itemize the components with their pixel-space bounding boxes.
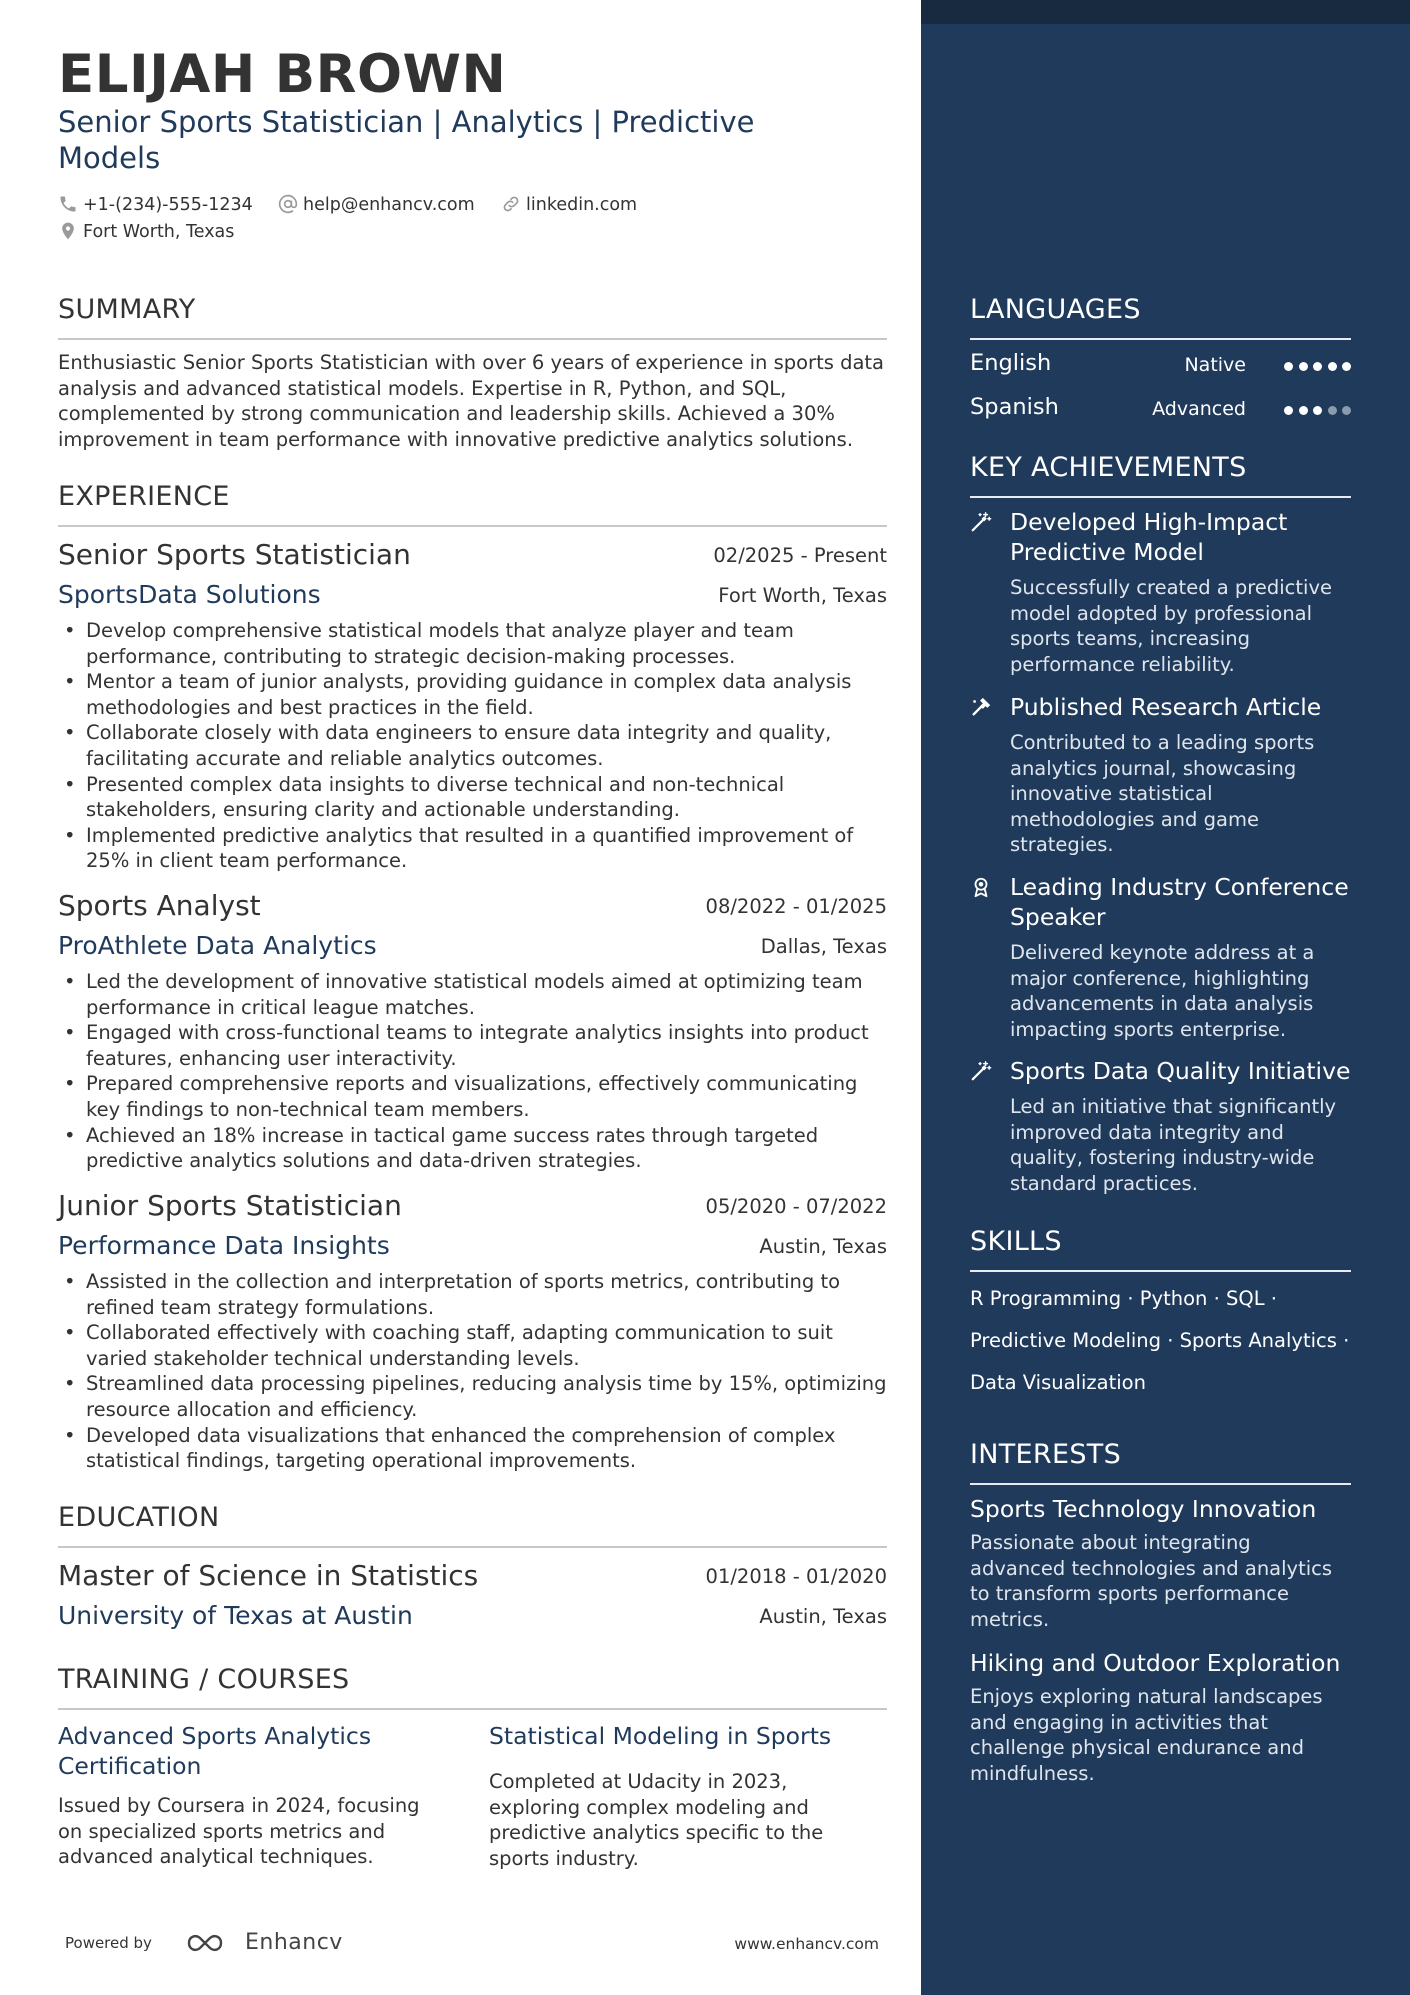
interest-title: Hiking and Outdoor Exploration xyxy=(970,1649,1341,1677)
interest-1 xyxy=(970,1494,1351,1632)
experience-heading xyxy=(58,481,887,512)
list-item: • Streamlined data processing pipelines, reducing analysis time by 15%, optimizing resource allocation and efficiency. xyxy=(58,1371,893,1422)
section-divider xyxy=(58,1708,887,1710)
skill-item: SQL xyxy=(1226,1287,1265,1310)
section-divider xyxy=(58,1546,887,1548)
skills-heading xyxy=(970,1226,1351,1257)
school-location: Austin, Texas xyxy=(759,1605,887,1628)
job-location: Dallas, Texas xyxy=(760,935,887,958)
job-dates: 05/2020 - 07/2022 xyxy=(705,1195,887,1218)
link-icon xyxy=(501,194,521,214)
sidebar-top-bar xyxy=(921,0,1410,24)
skill-item: Python xyxy=(1139,1287,1208,1310)
section-divider xyxy=(970,496,1351,498)
language-english xyxy=(970,350,1351,380)
magic-wand-icon xyxy=(970,511,992,533)
achievements-heading xyxy=(970,452,1351,483)
dot-filled xyxy=(1342,362,1351,371)
location-text: Fort Worth, Texas xyxy=(83,222,235,242)
language-name: Spanish xyxy=(970,394,1059,420)
summary-text: Enthusiastic Senior Sports Statistician with over 6 years of experience in sports data analysis and advanced statistical models. Expertise in R, Python, and SQL, complemented by strong communication and leadership skills. Achieved a 30% improvement in team performance with innovative predictive analytics solutions. xyxy=(58,351,884,451)
language-name: English xyxy=(970,350,1052,376)
list-item: • Led the development of innovative statistical models aimed at optimizing team performance in critical league matches. xyxy=(58,969,893,1020)
powered-by-text: Powered by xyxy=(65,1934,152,1952)
job-bullets xyxy=(58,1269,893,1474)
job-location: Austin, Texas xyxy=(759,1235,887,1258)
list-item: • Engaged with cross-functional teams to integrate analytics insights into product features, enhancing user interactivity. xyxy=(58,1020,893,1071)
list-item: • Presented complex data insights to diverse technical and non-technical stakeholders, ensuring clarity and actionable understanding. xyxy=(58,772,893,823)
list-item: • Developed data visualizations that enhanced the comprehension of complex statistical findings, targeting operational improvements. xyxy=(58,1423,893,1474)
education-heading xyxy=(58,1502,887,1533)
proficiency-dots xyxy=(1279,356,1352,375)
list-item: • Develop comprehensive statistical models that analyze player and team performance, contributing to strategic decision-making processes. xyxy=(58,618,893,669)
skills-heading-text: SKILLS xyxy=(970,1226,1062,1257)
brand-name: Enhancv xyxy=(245,1930,343,1955)
training-heading-text: TRAINING / COURSES xyxy=(58,1664,350,1695)
language-spanish xyxy=(970,394,1351,424)
award-ribbon-icon xyxy=(970,876,992,898)
achievement-description: Delivered keynote address at a major conference, highlighting advancements in data analysis impacting sports enterprise. xyxy=(1010,941,1315,1041)
dot-filled xyxy=(1299,362,1308,371)
achievement-title: Leading Industry Conference Speaker xyxy=(1010,873,1349,931)
contact-email[interactable] xyxy=(278,194,475,215)
location-pin-icon xyxy=(58,221,78,241)
section-divider xyxy=(970,1483,1351,1485)
hammer-icon xyxy=(970,696,992,718)
dot-filled xyxy=(1313,406,1322,415)
interest-description: Enjoys exploring natural landscapes and engaging in activities that challenge physical endurance and mindfulness. xyxy=(970,1685,1323,1785)
course-description: Issued by Coursera in 2024, focusing on specialized sports metrics and advanced analytical techniques. xyxy=(58,1794,420,1869)
sidebar xyxy=(921,0,1410,1995)
degree: Master of Science in Statistics xyxy=(58,1559,479,1592)
section-divider xyxy=(970,338,1351,340)
dot-empty xyxy=(1328,406,1337,415)
candidate-name: ELIJAH BROWN xyxy=(58,44,507,105)
course-title: Statistical Modeling in Sports xyxy=(489,1722,832,1750)
job-title: Senior Sports Statistician xyxy=(58,538,411,571)
at-sign-icon xyxy=(278,194,298,214)
job-location: Fort Worth, Texas xyxy=(718,584,887,607)
section-divider xyxy=(58,525,887,527)
languages-heading-text: LANGUAGES xyxy=(970,294,1141,325)
job-company: ProAthlete Data Analytics xyxy=(58,931,377,960)
list-item: • Achieved an 18% increase in tactical game success rates through targeted predictive analytics solutions and data-driven strategies. xyxy=(58,1123,893,1174)
skill-item: R Programming xyxy=(970,1287,1122,1310)
enhancv-logo-icon xyxy=(185,1928,235,1958)
phone-text: +1-(234)-555-1234 xyxy=(83,195,253,215)
experience-heading-text: EXPERIENCE xyxy=(58,481,230,512)
achievement-title: Published Research Article xyxy=(1010,693,1322,721)
school: University of Texas at Austin xyxy=(58,1601,413,1630)
achievement-title: Developed High-Impact Predictive Model xyxy=(1010,508,1288,566)
list-item: • Assisted in the collection and interpretation of sports metrics, contributing to refined team strategy formulations. xyxy=(58,1269,893,1320)
phone-icon xyxy=(58,194,78,214)
dot-filled xyxy=(1299,406,1308,415)
skills-list: R Programming · Python · SQL · Predictive Modeling · Sports Analytics · Data Visualization xyxy=(970,1287,1350,1394)
magic-wand-icon xyxy=(970,1060,992,1082)
dot-filled xyxy=(1313,362,1322,371)
skill-item: Data Visualization xyxy=(970,1371,1146,1394)
interests-heading xyxy=(970,1439,1351,1470)
dot-empty xyxy=(1342,406,1351,415)
achievement-description: Successfully created a predictive model adopted by professional sports teams, increasing performance reliability. xyxy=(1010,576,1332,676)
achievement-description: Contributed to a leading sports analytics journal, showcasing innovative statistical methodologies and game strategies. xyxy=(1010,731,1315,857)
contact-phone[interactable] xyxy=(58,194,253,215)
course-1 xyxy=(58,1721,448,1870)
list-item: • Prepared comprehensive reports and visualizations, effectively communicating key findings to non-technical team members. xyxy=(58,1071,893,1122)
course-2 xyxy=(489,1721,879,1871)
education-dates: 01/2018 - 01/2020 xyxy=(705,1565,887,1588)
interest-title: Sports Technology Innovation xyxy=(970,1495,1317,1523)
interest-2 xyxy=(970,1648,1351,1786)
website-link[interactable]: www.enhancv.com xyxy=(734,1935,879,1953)
contact-location xyxy=(58,221,234,242)
interests-heading-text: INTERESTS xyxy=(970,1439,1122,1470)
list-item: • Collaborate closely with data engineers to ensure data integrity and quality, facilitating accurate and reliable analytics outcomes. xyxy=(58,720,893,771)
language-level: Native xyxy=(1184,354,1246,376)
summary-heading-text: SUMMARY xyxy=(58,294,196,325)
list-item: • Implemented predictive analytics that resulted in a quantified improvement of 25% in client team performance. xyxy=(58,823,893,874)
training-heading xyxy=(58,1664,887,1695)
achievements-heading-text: KEY ACHIEVEMENTS xyxy=(970,452,1247,483)
footer xyxy=(65,1930,879,1960)
list-item: • Collaborated effectively with coaching staff, adapting communication to suit varied stakeholder technical understanding levels. xyxy=(58,1320,893,1371)
course-title: Advanced Sports Analytics Certification xyxy=(58,1722,372,1780)
job-company: Performance Data Insights xyxy=(58,1231,390,1260)
language-level: Advanced xyxy=(1152,398,1246,420)
dot-filled xyxy=(1284,406,1293,415)
education-heading-text: EDUCATION xyxy=(58,1502,220,1533)
contact-linkedin[interactable] xyxy=(501,194,637,215)
job-company: SportsData Solutions xyxy=(58,580,321,609)
job-bullets xyxy=(58,618,893,874)
interest-description: Passionate about integrating advanced technologies and analytics to transform sports performance metrics. xyxy=(970,1531,1333,1631)
job-bullets xyxy=(58,969,893,1174)
summary-heading xyxy=(58,294,887,325)
section-divider xyxy=(58,338,887,340)
skill-item: Predictive Modeling xyxy=(970,1329,1162,1352)
job-title: Sports Analyst xyxy=(58,889,261,922)
job-title: Junior Sports Statistician xyxy=(58,1189,402,1222)
linkedin-text: linkedin.com xyxy=(526,195,638,215)
course-description: Completed at Udacity in 2023, exploring complex modeling and predictive analytics specific to the sports industry. xyxy=(489,1770,824,1870)
achievement-description: Led an initiative that significantly improved data integrity and quality, fostering industry-wide standard practices. xyxy=(1010,1095,1337,1195)
list-item: • Mentor a team of junior analysts, providing guidance in complex data analysis methodologies and best practices in the field. xyxy=(58,669,893,720)
dot-filled xyxy=(1328,362,1337,371)
section-divider xyxy=(970,1270,1351,1272)
dot-filled xyxy=(1284,362,1293,371)
languages-heading xyxy=(970,294,1351,325)
candidate-title: Senior Sports Statistician | Analytics | Predictive Models xyxy=(58,105,755,175)
skill-item: Sports Analytics xyxy=(1179,1329,1337,1352)
job-dates: 02/2025 - Present xyxy=(713,544,887,567)
email-text: help@enhancv.com xyxy=(303,195,475,215)
proficiency-dots xyxy=(1279,400,1352,419)
job-dates: 08/2022 - 01/2025 xyxy=(705,895,887,918)
achievement-title: Sports Data Quality Initiative xyxy=(1010,1057,1351,1085)
